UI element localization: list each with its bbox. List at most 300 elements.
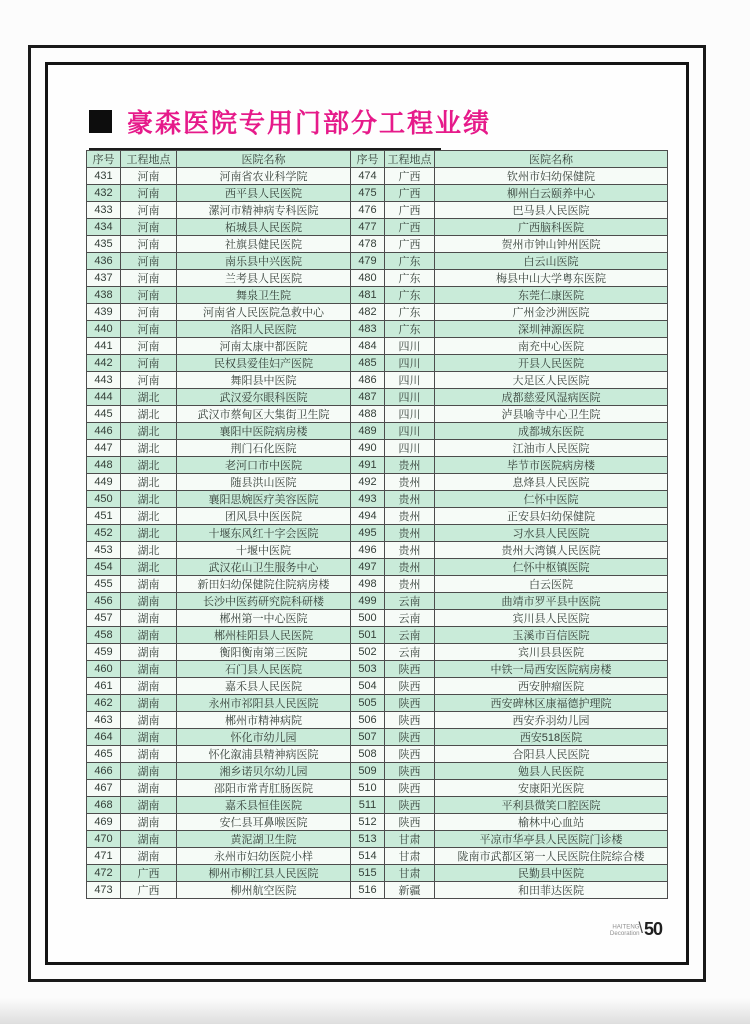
location-cell: 陕西: [385, 661, 435, 678]
serial-cell: 493: [351, 491, 385, 508]
location-cell: 湖北: [121, 525, 177, 542]
table-row: [87, 559, 668, 576]
table-row: [87, 202, 668, 219]
serial-cell: 470: [87, 831, 121, 848]
serial-cell: 458: [87, 627, 121, 644]
location-cell: 湖南: [121, 627, 177, 644]
table-row: [87, 525, 668, 542]
serial-cell: 471: [87, 848, 121, 865]
serial-cell: 475: [351, 185, 385, 202]
location-cell: 贵州: [385, 542, 435, 559]
location-cell: 甘肃: [385, 865, 435, 882]
hospital-name-cell: 黄泥湖卫生院: [177, 831, 351, 848]
location-cell: 湖北: [121, 440, 177, 457]
location-cell: 广东: [385, 253, 435, 270]
hospital-name-cell: 正安县妇幼保健院: [435, 508, 668, 525]
hospital-name-cell: 舞阳县中医院: [177, 372, 351, 389]
table-row: [87, 287, 668, 304]
location-cell: 广西: [385, 202, 435, 219]
serial-cell: 444: [87, 389, 121, 406]
location-cell: 四川: [385, 355, 435, 372]
location-cell: 湖北: [121, 508, 177, 525]
location-cell: 贵州: [385, 491, 435, 508]
hospital-name-cell: 南充中心医院: [435, 338, 668, 355]
serial-cell: 449: [87, 474, 121, 491]
table-row: [87, 644, 668, 661]
location-cell: 湖北: [121, 559, 177, 576]
table-row: [87, 270, 668, 287]
hospital-name-cell: 安康阳光医院: [435, 780, 668, 797]
location-cell: 湖南: [121, 780, 177, 797]
serial-cell: 491: [351, 457, 385, 474]
table-row: [87, 542, 668, 559]
serial-cell: 452: [87, 525, 121, 542]
hospital-name-cell: 柳州航空医院: [177, 882, 351, 899]
table-row: [87, 661, 668, 678]
serial-cell: 502: [351, 644, 385, 661]
location-cell: 广西: [385, 168, 435, 185]
serial-cell: 440: [87, 321, 121, 338]
table-row: [87, 729, 668, 746]
location-cell: 湖北: [121, 491, 177, 508]
hospital-name-cell: 贺州市钟山钟州医院: [435, 236, 668, 253]
serial-cell: 466: [87, 763, 121, 780]
serial-cell: 501: [351, 627, 385, 644]
table-row: [87, 321, 668, 338]
hospital-name-cell: 仁怀中枢镇医院: [435, 559, 668, 576]
hospital-name-cell: 南乐县中兴医院: [177, 253, 351, 270]
hospital-name-cell: 平利县微笑口腔医院: [435, 797, 668, 814]
location-cell: 河南: [121, 270, 177, 287]
serial-cell: 453: [87, 542, 121, 559]
table-row: [87, 389, 668, 406]
hospital-name-cell: 平凉市华亭县人民医院门诊楼: [435, 831, 668, 848]
hospital-name-cell: 兰考县人民医院: [177, 270, 351, 287]
location-cell: 陕西: [385, 780, 435, 797]
brand-text: [610, 923, 640, 935]
hospital-name-cell: 中铁一局西安医院病房楼: [435, 661, 668, 678]
table-row: [87, 423, 668, 440]
serial-cell: 503: [351, 661, 385, 678]
location-cell: 贵州: [385, 525, 435, 542]
header-location: 工程地点: [121, 151, 177, 168]
serial-cell: 459: [87, 644, 121, 661]
hospital-name-cell: 武汉花山卫生服务中心: [177, 559, 351, 576]
hospital-name-cell: 西安碑林区康福德护理院: [435, 695, 668, 712]
location-cell: 广东: [385, 321, 435, 338]
hospital-name-cell: 武汉爱尔眼科医院: [177, 389, 351, 406]
serial-cell: 507: [351, 729, 385, 746]
table-row: [87, 695, 668, 712]
location-cell: 陕西: [385, 678, 435, 695]
serial-cell: 498: [351, 576, 385, 593]
header-hospital-name: 医院名称: [435, 151, 668, 168]
hospital-name-cell: 合阳县人民医院: [435, 746, 668, 763]
location-cell: 广西: [121, 882, 177, 899]
location-cell: 河南: [121, 185, 177, 202]
hospital-name-cell: 成都城东医院: [435, 423, 668, 440]
serial-cell: 484: [351, 338, 385, 355]
hospital-name-cell: 柳州市柳江县人民医院: [177, 865, 351, 882]
hospital-name-cell: 湘乡诺贝尔幼儿园: [177, 763, 351, 780]
serial-cell: 450: [87, 491, 121, 508]
location-cell: 广西: [121, 865, 177, 882]
hospital-name-cell: 民勤县中医院: [435, 865, 668, 882]
serial-cell: 508: [351, 746, 385, 763]
location-cell: 湖南: [121, 695, 177, 712]
hospital-name-cell: 西安肿瘤医院: [435, 678, 668, 695]
location-cell: 湖南: [121, 797, 177, 814]
serial-cell: 485: [351, 355, 385, 372]
serial-cell: 510: [351, 780, 385, 797]
hospital-name-cell: 玉溪市百信医院: [435, 627, 668, 644]
location-cell: 云南: [385, 593, 435, 610]
serial-cell: 463: [87, 712, 121, 729]
serial-cell: 439: [87, 304, 121, 321]
hospital-name-cell: 襄阳中医院病房楼: [177, 423, 351, 440]
hospital-name-cell: 柳州白云颐养中心: [435, 185, 668, 202]
hospital-name-cell: 宾川县人民医院: [435, 610, 668, 627]
serial-cell: 514: [351, 848, 385, 865]
hospital-name-cell: 随县洪山医院: [177, 474, 351, 491]
serial-cell: 489: [351, 423, 385, 440]
serial-cell: 487: [351, 389, 385, 406]
serial-cell: 499: [351, 593, 385, 610]
location-cell: 湖北: [121, 542, 177, 559]
table-row: [87, 627, 668, 644]
location-cell: 陕西: [385, 763, 435, 780]
table-row: [87, 508, 668, 525]
hospital-name-cell: 曲靖市罗平县中医院: [435, 593, 668, 610]
hospital-name-cell: 河南省人民医院急救中心: [177, 304, 351, 321]
table-body: [87, 168, 668, 899]
page-number: 50: [643, 919, 662, 939]
hospital-name-cell: 广西脑科医院: [435, 219, 668, 236]
serial-cell: 482: [351, 304, 385, 321]
table-row: [87, 236, 668, 253]
location-cell: 四川: [385, 406, 435, 423]
hospital-name-cell: 陇南市武都区第一人民医院住院综合楼: [435, 848, 668, 865]
serial-cell: 468: [87, 797, 121, 814]
serial-cell: 474: [351, 168, 385, 185]
hospital-name-cell: 贵州大湾镇人民医院: [435, 542, 668, 559]
location-cell: 河南: [121, 372, 177, 389]
location-cell: 湖南: [121, 644, 177, 661]
hospital-name-cell: 武汉市蔡甸区大集街卫生院: [177, 406, 351, 423]
hospital-name-cell: 和田菲达医院: [435, 882, 668, 899]
hospital-name-cell: 西平县人民医院: [177, 185, 351, 202]
location-cell: 湖北: [121, 423, 177, 440]
title-bullet-square-icon: [89, 110, 112, 133]
location-cell: 河南: [121, 338, 177, 355]
location-cell: 湖南: [121, 814, 177, 831]
location-cell: 湖北: [121, 474, 177, 491]
table-row: [87, 474, 668, 491]
table-row: [87, 712, 668, 729]
location-cell: 贵州: [385, 474, 435, 491]
hospital-name-cell: 襄阳思婉医疗美容医院: [177, 491, 351, 508]
hospital-name-cell: 息烽县人民医院: [435, 474, 668, 491]
serial-cell: 490: [351, 440, 385, 457]
hospital-name-cell: 石门县人民医院: [177, 661, 351, 678]
brand-line1: HAITENG: [612, 922, 640, 930]
location-cell: 贵州: [385, 508, 435, 525]
table-row: [87, 457, 668, 474]
serial-cell: 481: [351, 287, 385, 304]
location-cell: 河南: [121, 236, 177, 253]
serial-cell: 445: [87, 406, 121, 423]
table-row: [87, 848, 668, 865]
serial-cell: 436: [87, 253, 121, 270]
hospital-name-cell: 习水县人民医院: [435, 525, 668, 542]
table-header-row: [87, 151, 668, 168]
serial-cell: 496: [351, 542, 385, 559]
serial-cell: 492: [351, 474, 385, 491]
hospital-name-cell: 白云医院: [435, 576, 668, 593]
serial-cell: 434: [87, 219, 121, 236]
serial-cell: 476: [351, 202, 385, 219]
hospital-name-cell: 东莞仁康医院: [435, 287, 668, 304]
serial-cell: 460: [87, 661, 121, 678]
hospital-name-cell: 十堰中医院: [177, 542, 351, 559]
hospital-name-cell: 泸县喻寺中心卫生院: [435, 406, 668, 423]
table-row: [87, 168, 668, 185]
hospital-name-cell: 衡阳衡南第三医院: [177, 644, 351, 661]
hospital-name-cell: 怀化市幼儿园: [177, 729, 351, 746]
serial-cell: 448: [87, 457, 121, 474]
location-cell: 河南: [121, 304, 177, 321]
location-cell: 四川: [385, 372, 435, 389]
serial-cell: 431: [87, 168, 121, 185]
location-cell: 湖南: [121, 576, 177, 593]
hospital-name-cell: 仁怀中医院: [435, 491, 668, 508]
hospital-name-cell: 宾川县县医院: [435, 644, 668, 661]
serial-cell: 432: [87, 185, 121, 202]
serial-cell: 477: [351, 219, 385, 236]
header-location: 工程地点: [385, 151, 435, 168]
page-title: 豪森医院专用门部分工程业绩: [127, 108, 492, 138]
location-cell: 湖南: [121, 729, 177, 746]
hospital-name-cell: 社旗县健民医院: [177, 236, 351, 253]
location-cell: 河南: [121, 219, 177, 236]
location-cell: 陕西: [385, 797, 435, 814]
serial-cell: 472: [87, 865, 121, 882]
hospital-name-cell: 开县人民医院: [435, 355, 668, 372]
header-hospital-name: 医院名称: [177, 151, 351, 168]
serial-cell: 473: [87, 882, 121, 899]
location-cell: 陕西: [385, 712, 435, 729]
hospital-name-cell: 广州金沙洲医院: [435, 304, 668, 321]
location-cell: 陕西: [385, 695, 435, 712]
location-cell: 湖南: [121, 712, 177, 729]
location-cell: 河南: [121, 168, 177, 185]
inner-border-frame: [45, 62, 689, 965]
hospital-name-cell: 十堰东风红十字会医院: [177, 525, 351, 542]
footer-logo: [596, 919, 662, 940]
table-row: [87, 372, 668, 389]
slash-mark: \: [638, 919, 643, 937]
serial-cell: 447: [87, 440, 121, 457]
serial-cell: 478: [351, 236, 385, 253]
serial-cell: 457: [87, 610, 121, 627]
table-row: [87, 678, 668, 695]
serial-cell: 446: [87, 423, 121, 440]
table-row: [87, 746, 668, 763]
serial-cell: 433: [87, 202, 121, 219]
table-row: [87, 338, 668, 355]
location-cell: 广东: [385, 270, 435, 287]
hospital-name-cell: 舞泉卫生院: [177, 287, 351, 304]
hospital-name-cell: 白云山医院: [435, 253, 668, 270]
hospital-name-cell: 郴州第一中心医院: [177, 610, 351, 627]
hospital-name-cell: 河南太康中都医院: [177, 338, 351, 355]
location-cell: 贵州: [385, 457, 435, 474]
location-cell: 广东: [385, 304, 435, 321]
location-cell: 甘肃: [385, 848, 435, 865]
location-cell: 四川: [385, 338, 435, 355]
table-row: [87, 355, 668, 372]
serial-cell: 488: [351, 406, 385, 423]
table-row: [87, 253, 668, 270]
table-row: [87, 797, 668, 814]
projects-table: [86, 150, 668, 899]
table-row: [87, 576, 668, 593]
table-row: [87, 763, 668, 780]
location-cell: 广西: [385, 236, 435, 253]
serial-cell: 479: [351, 253, 385, 270]
table-row: [87, 593, 668, 610]
serial-cell: 467: [87, 780, 121, 797]
serial-cell: 464: [87, 729, 121, 746]
location-cell: 湖北: [121, 457, 177, 474]
location-cell: 湖南: [121, 831, 177, 848]
hospital-name-cell: 长沙中医药研究院科研楼: [177, 593, 351, 610]
hospital-name-cell: 深圳神源医院: [435, 321, 668, 338]
serial-cell: 441: [87, 338, 121, 355]
hospital-name-cell: 郴州市精神病院: [177, 712, 351, 729]
location-cell: 湖南: [121, 678, 177, 695]
table-header: [87, 151, 668, 168]
table-row: [87, 814, 668, 831]
location-cell: 广东: [385, 287, 435, 304]
serial-cell: 451: [87, 508, 121, 525]
hospital-name-cell: 榆林中心血站: [435, 814, 668, 831]
location-cell: 新疆: [385, 882, 435, 899]
hospital-name-cell: 荆门石化医院: [177, 440, 351, 457]
location-cell: 广西: [385, 185, 435, 202]
serial-cell: 500: [351, 610, 385, 627]
location-cell: 陕西: [385, 729, 435, 746]
serial-cell: 455: [87, 576, 121, 593]
table-row: [87, 882, 668, 899]
location-cell: 云南: [385, 627, 435, 644]
location-cell: 甘肃: [385, 831, 435, 848]
serial-cell: 511: [351, 797, 385, 814]
location-cell: 河南: [121, 321, 177, 338]
serial-cell: 480: [351, 270, 385, 287]
serial-cell: 461: [87, 678, 121, 695]
hospital-name-cell: 邵阳市常青肛肠医院: [177, 780, 351, 797]
location-cell: 云南: [385, 610, 435, 627]
hospital-name-cell: 钦州市妇幼保健院: [435, 168, 668, 185]
location-cell: 陕西: [385, 746, 435, 763]
outer-border-frame: [28, 45, 706, 982]
hospital-name-cell: 安仁县耳鼻喉医院: [177, 814, 351, 831]
hospital-name-cell: 勉县人民医院: [435, 763, 668, 780]
location-cell: 湖南: [121, 593, 177, 610]
serial-cell: 486: [351, 372, 385, 389]
hospital-name-cell: 民权县爱佳妇产医院: [177, 355, 351, 372]
serial-cell: 497: [351, 559, 385, 576]
serial-cell: 443: [87, 372, 121, 389]
table-row: [87, 491, 668, 508]
hospital-name-cell: 嘉禾县人民医院: [177, 678, 351, 695]
brand-line2: Decoration: [609, 928, 640, 936]
location-cell: 湖北: [121, 406, 177, 423]
location-cell: 河南: [121, 202, 177, 219]
location-cell: 湖南: [121, 848, 177, 865]
location-cell: 河南: [121, 253, 177, 270]
location-cell: 贵州: [385, 576, 435, 593]
hospital-name-cell: 成都慈爱风湿病医院: [435, 389, 668, 406]
location-cell: 河南: [121, 355, 177, 372]
table-row: [87, 304, 668, 321]
hospital-name-cell: 梅县中山大学粤东医院: [435, 270, 668, 287]
serial-cell: 495: [351, 525, 385, 542]
hospital-name-cell: 毕节市医院病房楼: [435, 457, 668, 474]
location-cell: 湖南: [121, 763, 177, 780]
serial-cell: 509: [351, 763, 385, 780]
table-row: [87, 185, 668, 202]
location-cell: 湖北: [121, 389, 177, 406]
hospital-name-cell: 新田妇幼保健院住院病房楼: [177, 576, 351, 593]
location-cell: 湖南: [121, 746, 177, 763]
serial-cell: 505: [351, 695, 385, 712]
serial-cell: 515: [351, 865, 385, 882]
location-cell: 四川: [385, 440, 435, 457]
serial-cell: 483: [351, 321, 385, 338]
hospital-name-cell: 漯河市精神病专科医院: [177, 202, 351, 219]
hospital-name-cell: 团风县中医医院: [177, 508, 351, 525]
serial-cell: 513: [351, 831, 385, 848]
location-cell: 云南: [385, 644, 435, 661]
hospital-name-cell: 大足区人民医院: [435, 372, 668, 389]
hospital-name-cell: 西安518医院: [435, 729, 668, 746]
table-row: [87, 865, 668, 882]
serial-cell: 504: [351, 678, 385, 695]
serial-cell: 454: [87, 559, 121, 576]
table-row: [87, 610, 668, 627]
serial-cell: 469: [87, 814, 121, 831]
location-cell: 陕西: [385, 814, 435, 831]
hospital-name-cell: 永州市祁阳县人民医院: [177, 695, 351, 712]
serial-cell: 462: [87, 695, 121, 712]
serial-cell: 512: [351, 814, 385, 831]
serial-cell: 456: [87, 593, 121, 610]
header-serial: 序号: [87, 151, 121, 168]
serial-cell: 494: [351, 508, 385, 525]
hospital-name-cell: 老河口市中医院: [177, 457, 351, 474]
location-cell: 河南: [121, 287, 177, 304]
table-row: [87, 440, 668, 457]
location-cell: 广西: [385, 219, 435, 236]
hospital-name-cell: 柘城县人民医院: [177, 219, 351, 236]
hospital-name-cell: 河南省农业科学院: [177, 168, 351, 185]
hospital-name-cell: 江油市人民医院: [435, 440, 668, 457]
hospital-name-cell: 怀化溆浦县精神病医院: [177, 746, 351, 763]
serial-cell: 442: [87, 355, 121, 372]
serial-cell: 506: [351, 712, 385, 729]
